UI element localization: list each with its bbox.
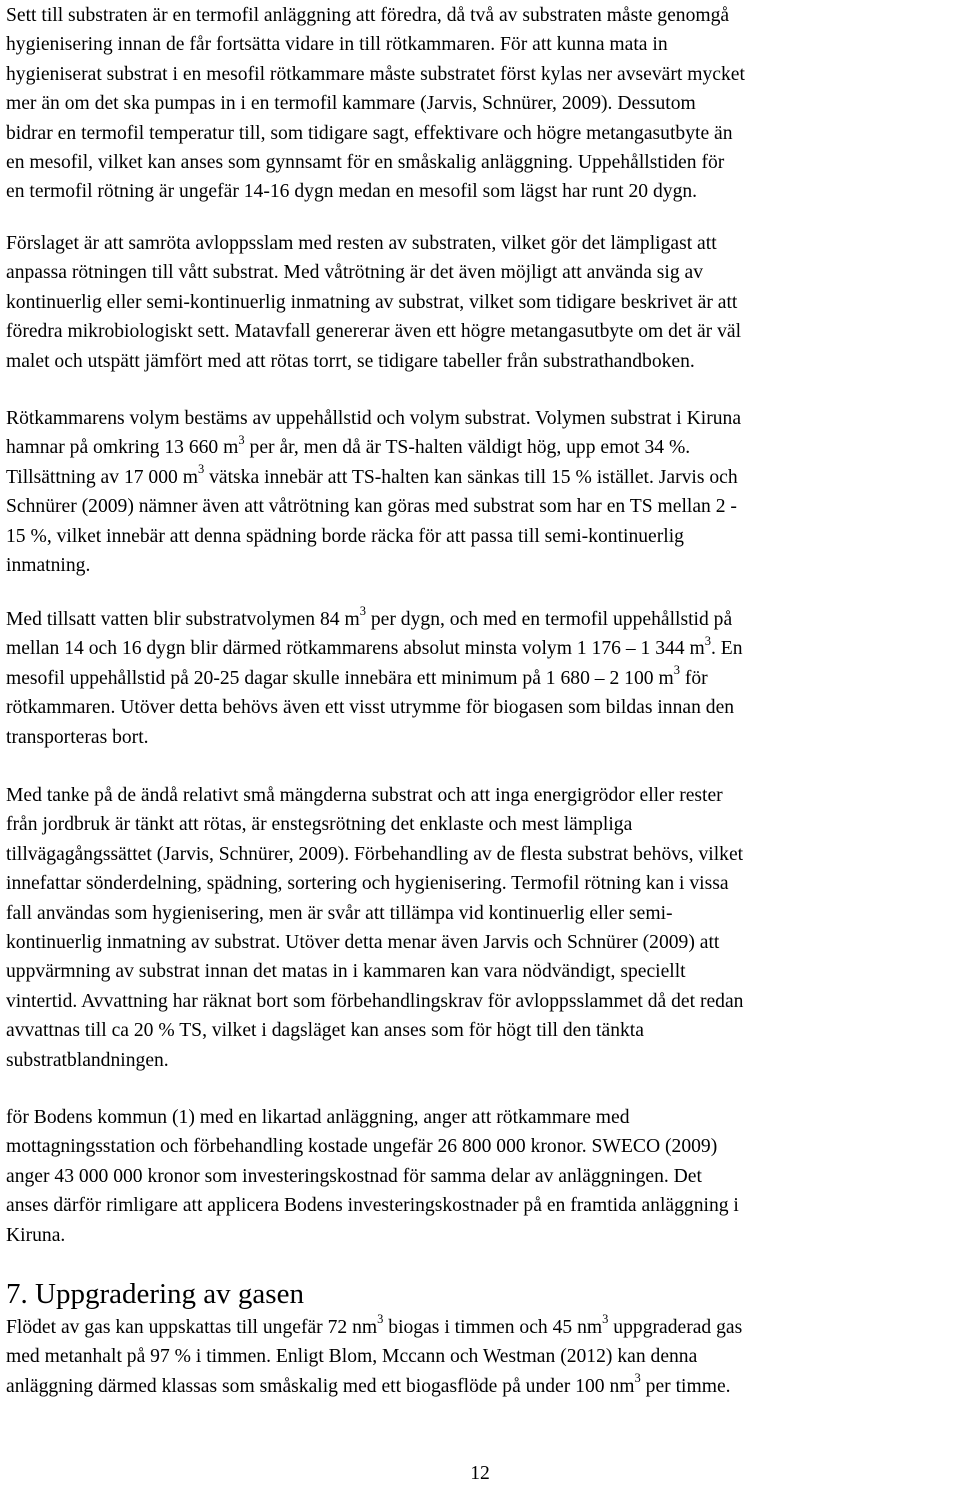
superscript: 3 <box>704 633 711 648</box>
text-line: kontinuerlig inmatning av substrat. Utöver detta menar även Jarvis och Schnürer (2009) att <box>6 932 720 954</box>
text-line <box>6 463 741 492</box>
text-line: avvattnas till ca 20 % TS, vilket i dagsläget kan anses som för högt till den tänkta <box>6 1020 644 1042</box>
text-line: anger 43 000 000 kronor som investeringskostnad för samma delar av anläggningen. Det <box>6 1165 702 1187</box>
text-line <box>6 634 743 663</box>
text-run: hamnar på omkring 13 660 m <box>6 437 239 459</box>
text-line <box>6 433 741 462</box>
text-line: substratblandningen. <box>6 1049 169 1071</box>
text-line: innefattar sönderdelning, spädning, sortering och hygienisering. Termofil rötning kan i vissa <box>6 873 729 895</box>
text-line: Med tanke på de ändå relativt små mängderna substrat och att inga energigrödor eller rester <box>6 785 723 806</box>
superscript: 3 <box>673 663 680 678</box>
paragraph-investeringskostnad <box>6 1103 739 1250</box>
text-line: hygienisering innan de får fortsätta vidare in till rötkammaren. För att kunna mata in <box>6 34 668 56</box>
text-line: uppvärmning av substrat innan det matas in i kammaren kan vara nödvändigt, speciellt <box>6 961 686 983</box>
superscript: 3 <box>602 1312 609 1327</box>
text-line: fall användas som hygienisering, men är svår att tillämpa vid kontinuerlig eller semi- <box>6 902 673 924</box>
text-line: hygieniserat substrat i en mesofil rötkammare måste substratet först kylas ner avsevärt mycket <box>6 63 745 85</box>
text-line: från jordbruk är tänkt att rötas, är enstegsrötning det enklaste och mest lämpliga <box>6 814 633 836</box>
text-line <box>6 664 743 693</box>
paragraph-termofil <box>6 1 745 207</box>
text-line: anpassa rötningen till vått substrat. Med våtrötning är det även möjligt att använda sig av <box>6 262 704 284</box>
text-run: per år, men då är TS-halten väldigt hög, upp emot 34 %. <box>244 437 691 459</box>
superscript: 3 <box>634 1371 641 1386</box>
superscript: 3 <box>377 1312 384 1327</box>
text-line: med metanhalt på 97 % i timmen. Enligt Blom, Mccann och Westman (2012) kan denna <box>6 1346 698 1368</box>
superscript: 3 <box>197 462 205 477</box>
text-line: en termofil rötning är ungefär 14-16 dygn medan en mesofil som lägst har runt 20 dygn. <box>6 181 698 203</box>
text-line <box>6 1372 742 1401</box>
text-line: inmatning. <box>6 555 91 577</box>
text-line: kontinuerlig eller semi-kontinuerlig inmatning av substrat, vilket som tidigare beskrivet är att <box>6 291 738 313</box>
text-line: mottagningsstation och förbehandling kostade ungefär 26 800 000 kronor. SWECO (2009) <box>6 1136 718 1158</box>
text-run: Tillsättning av 17 000 m <box>6 466 198 488</box>
text-line: mer än om det ska pumpas in i en termofil kammare (Jarvis, Schnürer, 2009). Dessutom <box>6 93 696 115</box>
paragraph-substratvolym <box>6 605 743 752</box>
text-run: för <box>679 667 708 689</box>
text-run: mesofil uppehållstid på 20-25 dagar skulle innebära ett minimum på 1 680 – 2 100 m <box>6 667 674 689</box>
text-line: transporteras bort. <box>6 726 149 748</box>
superscript: 3 <box>238 432 245 447</box>
section-heading: 7. Uppgradering av gasen <box>6 1278 304 1310</box>
paragraph-gasflode <box>6 1313 742 1401</box>
text-run: biogas i timmen och 45 nm <box>383 1317 603 1338</box>
text-line: för Bodens kommun (1) med en likartad anläggning, anger att rötkammare med <box>6 1107 630 1128</box>
text-run: vätska innebär att TS-halten kan sänkas till 15 % istället. Jarvis och <box>204 466 738 488</box>
paragraph-samrotning <box>6 229 741 376</box>
text-run: mellan 14 och 16 dygn blir därmed rötkammarens absolut minsta volym 1 176 – 1 344 m <box>6 638 705 660</box>
text-run: . En <box>711 638 743 660</box>
text-run: Flödet av gas kan uppskattas till ungefär 72 nm <box>6 1317 378 1338</box>
text-line: rötkammaren. Utöver detta behövs även ett visst utrymme för biogasen som bildas innan den <box>6 697 735 719</box>
superscript: 3 <box>359 604 366 619</box>
paragraph-rotkammare-volym <box>6 404 741 580</box>
text-run: Med tillsatt vatten blir substratvolymen 84 m <box>6 609 360 630</box>
text-run: per dygn, och med en termofil uppehållstid på <box>365 609 733 630</box>
text-line: malet och utspätt jämfört med att rötas torrt, se tidigare tabeller från substrathandboken. <box>6 350 695 372</box>
text-run: uppgraderad gas <box>608 1317 743 1338</box>
paragraph-forbehandling <box>6 781 743 1075</box>
text-line: föredra mikrobiologiskt sett. Matavfall genererar även ett högre metangasutbyte om det är väl <box>6 321 742 343</box>
text-line: vintertid. Avvattning har räknat bort som förbehandlingskrav för avloppsslammet då det redan <box>6 990 744 1012</box>
text-line: Kiruna. <box>6 1224 66 1246</box>
text-line: Förslaget är att samröta avloppsslam med resten av substraten, vilket gör det lämpligast att <box>6 233 717 254</box>
text-line: en mesofil, vilket kan anses som gynnsamt för en småskalig anläggning. Uppehållstiden för <box>6 152 725 174</box>
text-line: bidrar en termofil temperatur till, som tidigare sagt, effektivare och högre metangasutbyte än <box>6 122 733 144</box>
text-line: Sett till substraten är en termofil anläggning att föredra, då två av substraten måste genomgå <box>6 5 730 26</box>
text-run: per timme. <box>640 1375 731 1397</box>
page-number: 12 <box>470 1463 490 1484</box>
text-line: tillvägagångssättet (Jarvis, Schnürer, 2009). Förbehandling av de flesta substrat behövs, vilket <box>6 843 744 865</box>
text-line <box>6 1313 742 1342</box>
text-line: anses därför rimligare att applicera Bodens investeringskostnader på en framtida anläggning i <box>6 1195 739 1217</box>
text-line: Rötkammarens volym bestäms av uppehållstid och volym substrat. Volymen substrat i Kiruna <box>6 408 742 429</box>
text-line: 15 %, vilket innebär att denna spädning borde räcka för att passa till semi-kontinuerlig <box>6 525 684 547</box>
text-run: anläggning därmed klassas som småskalig med ett biogasflöde på under 100 nm <box>6 1375 635 1397</box>
text-line: Schnürer (2009) nämner även att våtrötning kan göras med substrat som har en TS mellan 2 - <box>6 496 737 518</box>
text-line <box>6 605 743 634</box>
